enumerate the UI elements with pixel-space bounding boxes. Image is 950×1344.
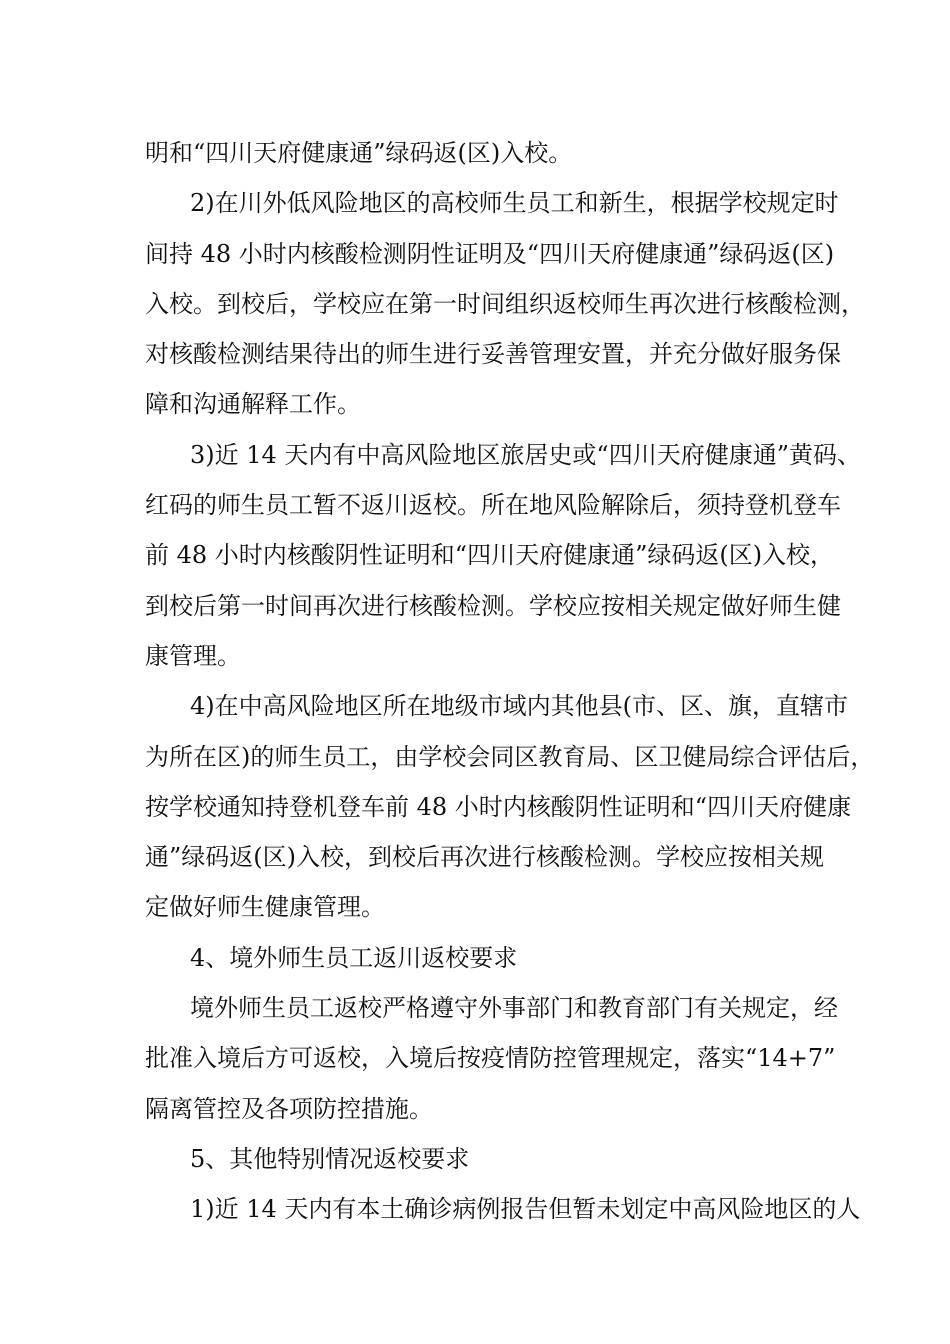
text-line: 5、其他特别情况返校要求 (190, 1144, 470, 1173)
text-line: 障和沟通解释工作。 (145, 390, 361, 419)
text-line: 通”绿码返(区)入校，到校后再次进行核酸检测。学校应按相关规 (145, 843, 824, 872)
text-line: 4)在中高风险地区所在地级市域内其他县(市、区、旗，直辖市 (190, 692, 848, 721)
text-line: 入校。到校后，学校应在第一时间组织返校师生再次进行核酸检测， (145, 289, 865, 318)
text-line: 隔离管控及各项防控措施。 (145, 1094, 433, 1123)
text-line: 3)近 14 天内有中高风险地区旅居史或“四川天府健康通”黄码、 (190, 440, 861, 469)
text-line: 到校后第一时间再次进行核酸检测。学校应按相关规定做好师生健 (145, 591, 841, 620)
text-line: 批准入境后方可返校，入境后按疫情防控管理规定，落实“14+7” (145, 1044, 836, 1073)
text-line: 明和“四川天府健康通”绿码返(区)入校。 (145, 139, 573, 167)
text-line: 前 48 小时内核酸阴性证明和“四川天府健康通”绿码返(区)入校， (145, 541, 835, 570)
text-line: 定做好师生健康管理。 (145, 893, 385, 922)
text-line: 1)近 14 天内有本土确诊病例报告但暂未划定中高风险地区的人 (190, 1195, 861, 1224)
document-body (145, 128, 875, 1235)
text-line: 2)在川外低风险地区的高校师生员工和新生，根据学校规定时 (190, 189, 839, 218)
text-line: 康管理。 (145, 641, 241, 670)
text-line: 间持 48 小时内核酸检测阴性证明及“四川天府健康通”绿码返(区) (145, 239, 835, 268)
text-line: 按学校通知持登机登车前 48 小时内核酸阴性证明和“四川天府健康 (145, 792, 852, 821)
text-line: 对核酸检测结果待出的师生进行妥善管理安置，并充分做好服务保 (145, 340, 841, 369)
text-line: 为所在区)的师生员工，由学校会同区教育局、区卫健局综合评估后， (145, 742, 875, 771)
text-line: 红码的师生员工暂不返川返校。所在地风险解除后，须持登机登车 (145, 491, 841, 520)
text-line: 4、境外师生员工返川返校要求 (190, 943, 518, 972)
text-line: 境外师生员工返校严格遵守外事部门和教育部门有关规定，经 (190, 994, 838, 1023)
